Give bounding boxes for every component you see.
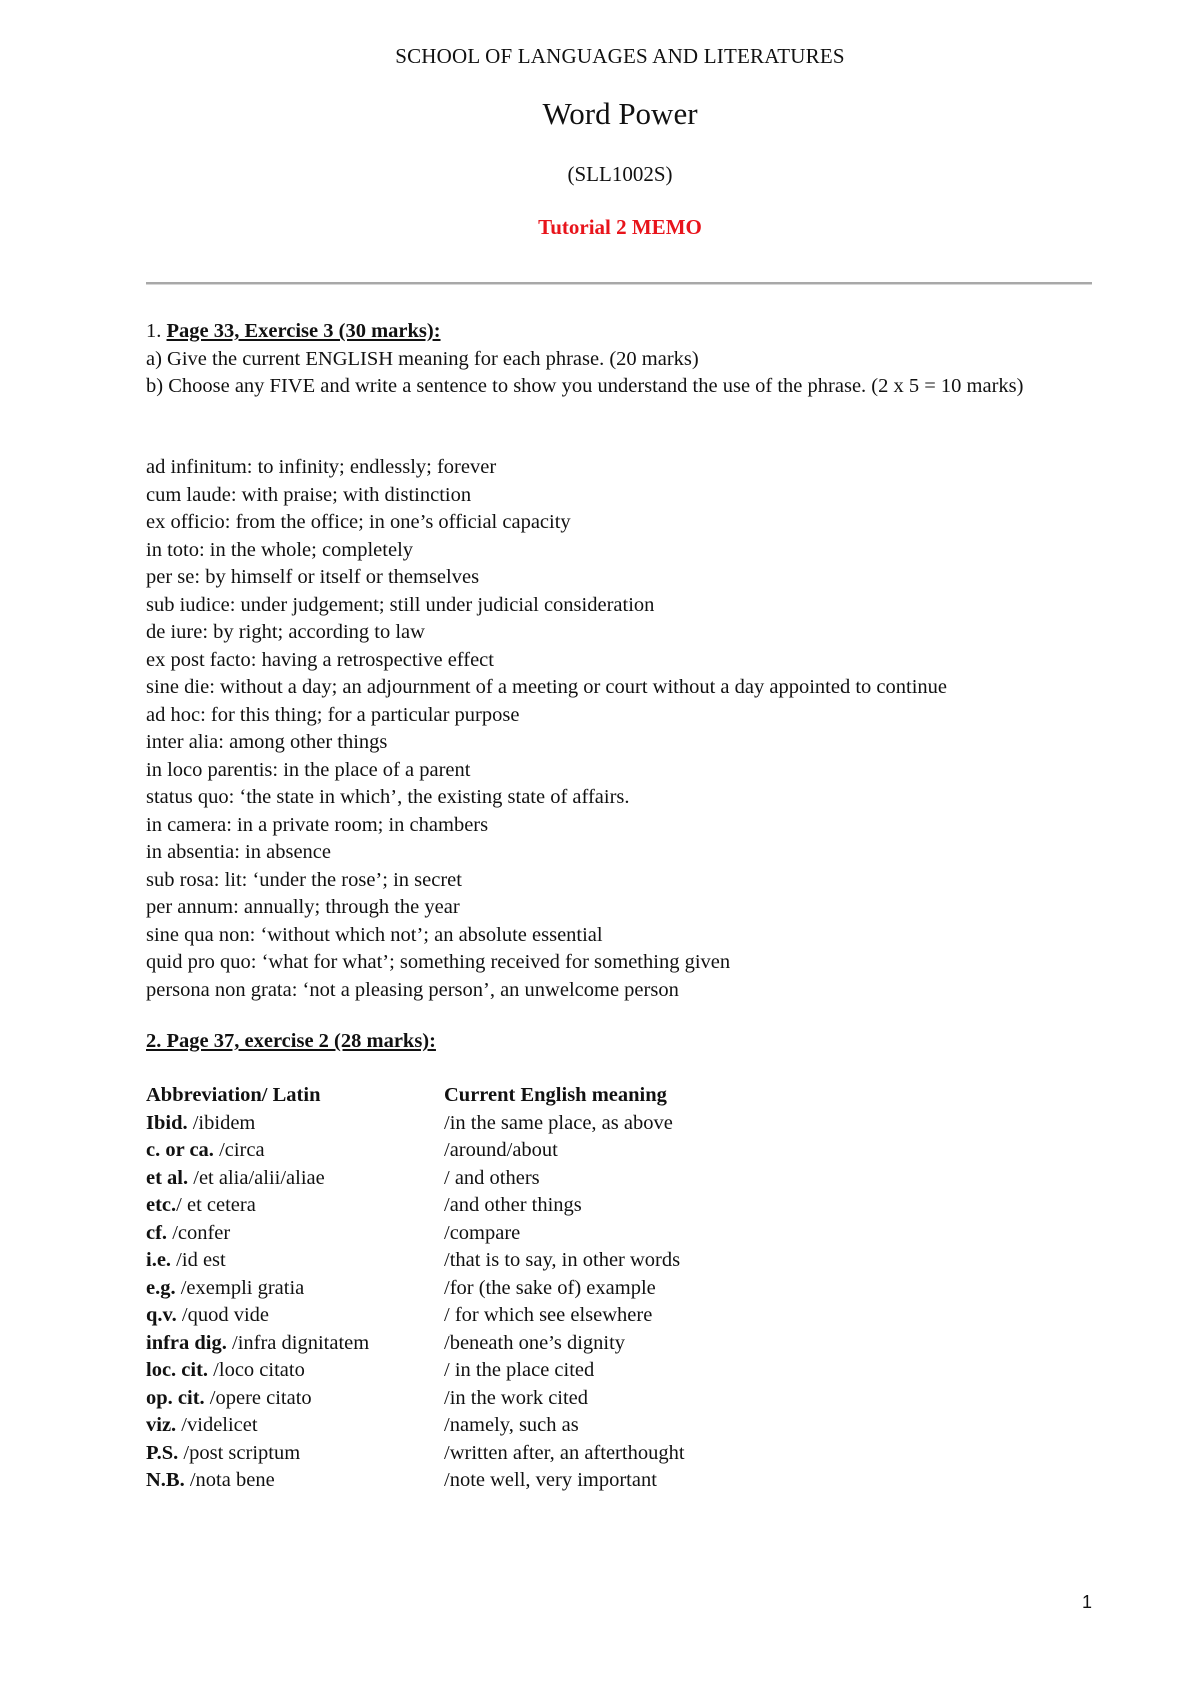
abbreviation: e.g. <box>146 1276 176 1299</box>
course-code: (SLL1002S) <box>567 162 673 186</box>
latin-term: /ibidem <box>187 1111 256 1134</box>
section-2-heading: 2. Page 37, exercise 2 (28 marks): <box>146 1030 436 1052</box>
latin-term: /post scriptum <box>178 1441 301 1464</box>
abbreviation-cell <box>146 1385 444 1413</box>
abbreviation-table <box>146 1082 846 1495</box>
phrase-item: ad infinitum: to infinity; endlessly; forever <box>146 456 497 478</box>
abbreviation: et al. <box>146 1166 189 1189</box>
table-row <box>146 1247 846 1275</box>
latin-term: /opere citato <box>204 1386 312 1409</box>
column-header-abbreviation: Abbreviation/ Latin <box>146 1084 321 1106</box>
phrase-item: per annum: annually; through the year <box>146 896 460 918</box>
abbreviation-cell <box>146 1165 444 1193</box>
abbreviation: P.S. <box>146 1441 179 1464</box>
section-1-heading <box>146 318 1106 346</box>
phrase-item: sub rosa: lit: ‘under the rose’; in secret <box>146 868 462 891</box>
abbreviation-cell <box>146 1110 444 1138</box>
abbreviation-cell <box>146 1137 444 1165</box>
table-row <box>146 1302 846 1330</box>
meaning-cell: /compare <box>444 1221 521 1244</box>
table-header-row <box>146 1082 846 1110</box>
table-row <box>146 1110 846 1138</box>
abbreviation: op. cit. <box>146 1386 205 1409</box>
phrase-item: sub iudice: under judgement; still under judicial consideration <box>146 593 655 616</box>
table-row <box>146 1192 846 1220</box>
phrase-item: ad hoc: for this thing; for a particular purpose <box>146 703 520 726</box>
table-row <box>146 1440 846 1468</box>
meaning-cell: /that is to say, in other words <box>444 1249 681 1271</box>
phrase-item: cum laude: with praise; with distinction <box>146 483 472 506</box>
meaning-cell: / and others <box>444 1166 540 1189</box>
meaning-cell: /written after, an afterthought <box>444 1441 685 1464</box>
table-row <box>146 1220 846 1248</box>
meaning-cell: /for (the sake of) example <box>444 1276 656 1299</box>
section-1 <box>146 318 1106 401</box>
abbreviation: loc. cit. <box>146 1359 209 1381</box>
abbreviation-cell <box>146 1357 444 1385</box>
meaning-cell: /around/about <box>444 1139 558 1161</box>
latin-term: /infra dignitatem <box>226 1331 370 1354</box>
latin-term: /confer <box>167 1221 231 1244</box>
abbreviation: viz. <box>146 1414 177 1436</box>
document-title: Word Power <box>542 96 698 131</box>
phrase-item: de iure: by right; according to law <box>146 621 425 643</box>
instruction-a: a) Give the current ENGLISH meaning for each phrase. (20 marks) <box>146 347 699 370</box>
abbreviation: infra dig. <box>146 1331 227 1354</box>
abbreviation-cell <box>146 1467 444 1495</box>
latin-term: /quod vide <box>176 1304 270 1326</box>
latin-term: /exempli gratia <box>175 1276 305 1299</box>
phrase-item: in toto: in the whole; completely <box>146 538 414 561</box>
meaning-cell: /note well, very important <box>444 1469 657 1491</box>
phrase-item: status quo: ‘the state in which’, the existing state of affairs. <box>146 786 630 808</box>
meaning-cell: / for which see elsewhere <box>444 1304 653 1326</box>
phrase-item: sine qua non: ‘without which not’; an absolute essential <box>146 923 603 946</box>
abbreviation-cell <box>146 1412 444 1440</box>
abbreviation-cell <box>146 1220 444 1248</box>
abbreviation: q.v. <box>146 1304 177 1326</box>
phrase-item: ex post facto: having a retrospective effect <box>146 648 494 671</box>
table-row <box>146 1357 846 1385</box>
latin-term: /circa <box>213 1139 265 1161</box>
abbreviation-cell <box>146 1330 444 1358</box>
table-row <box>146 1467 846 1495</box>
horizontal-rule <box>146 282 1092 285</box>
meaning-cell: /namely, such as <box>444 1414 579 1436</box>
abbreviation: Ibid. <box>146 1111 188 1134</box>
phrase-item: per se: by himself or itself or themselves <box>146 566 480 588</box>
table-row <box>146 1330 846 1358</box>
table-row <box>146 1275 846 1303</box>
phrase-item: in loco parentis: in the place of a parent <box>146 758 471 781</box>
abbreviation-cell <box>146 1192 444 1220</box>
abbreviation-cell <box>146 1440 444 1468</box>
section-2 <box>146 1028 1106 1056</box>
latin-term: /videlicet <box>176 1414 258 1436</box>
phrase-item: ex officio: from the office; in one’s official capacity <box>146 511 571 533</box>
meaning-cell: /beneath one’s dignity <box>444 1331 626 1354</box>
phrase-list <box>146 454 1106 1004</box>
latin-term: /id est <box>171 1249 226 1271</box>
meaning-cell: / in the place cited <box>444 1359 595 1381</box>
abbreviation: N.B. <box>146 1469 185 1491</box>
latin-term: /et alia/alii/aliae <box>188 1166 325 1189</box>
phrase-item: inter alia: among other things <box>146 731 388 753</box>
abbreviation: i.e. <box>146 1249 172 1271</box>
table-row <box>146 1385 846 1413</box>
instruction-b: b) Choose any FIVE and write a sentence to show you understand the use of the phrase. (2 x 5 = 10 marks) <box>146 375 1024 397</box>
memo-label: Tutorial 2 MEMO <box>538 215 702 239</box>
table-row <box>146 1412 846 1440</box>
latin-term: /nota bene <box>184 1469 275 1491</box>
table-row <box>146 1165 846 1193</box>
abbreviation-cell <box>146 1275 444 1303</box>
section-1-title: Page 33, Exercise 3 (30 marks): <box>166 320 441 342</box>
latin-term: /loco citato <box>208 1359 305 1381</box>
abbreviation-cell <box>146 1302 444 1330</box>
school-name: SCHOOL OF LANGUAGES AND LITERATURES <box>395 44 845 68</box>
abbreviation: cf. <box>146 1221 168 1244</box>
abbreviation: etc. <box>146 1194 177 1216</box>
latin-term: / et cetera <box>176 1194 256 1216</box>
abbreviation: c. or ca. <box>146 1139 214 1161</box>
section-1-number: 1. <box>146 320 167 342</box>
phrase-item: persona non grata: ‘not a pleasing person’, an unwelcome person <box>146 978 679 1001</box>
column-header-meaning: Current English meaning <box>444 1084 667 1106</box>
table-row <box>146 1137 846 1165</box>
phrase-item: sine die: without a day; an adjournment of a meeting or court without a day appointed to continue <box>146 676 948 698</box>
meaning-cell: /and other things <box>444 1194 582 1216</box>
meaning-cell: /in the same place, as above <box>444 1111 673 1134</box>
phrase-item: in camera: in a private room; in chambers <box>146 813 489 836</box>
page-number: 1 <box>1082 1592 1093 1612</box>
meaning-cell: /in the work cited <box>444 1386 589 1409</box>
phrase-item: quid pro quo: ‘what for what’; something received for something given <box>146 951 731 973</box>
abbreviation-cell <box>146 1247 444 1275</box>
phrase-item: in absentia: in absence <box>146 841 332 863</box>
